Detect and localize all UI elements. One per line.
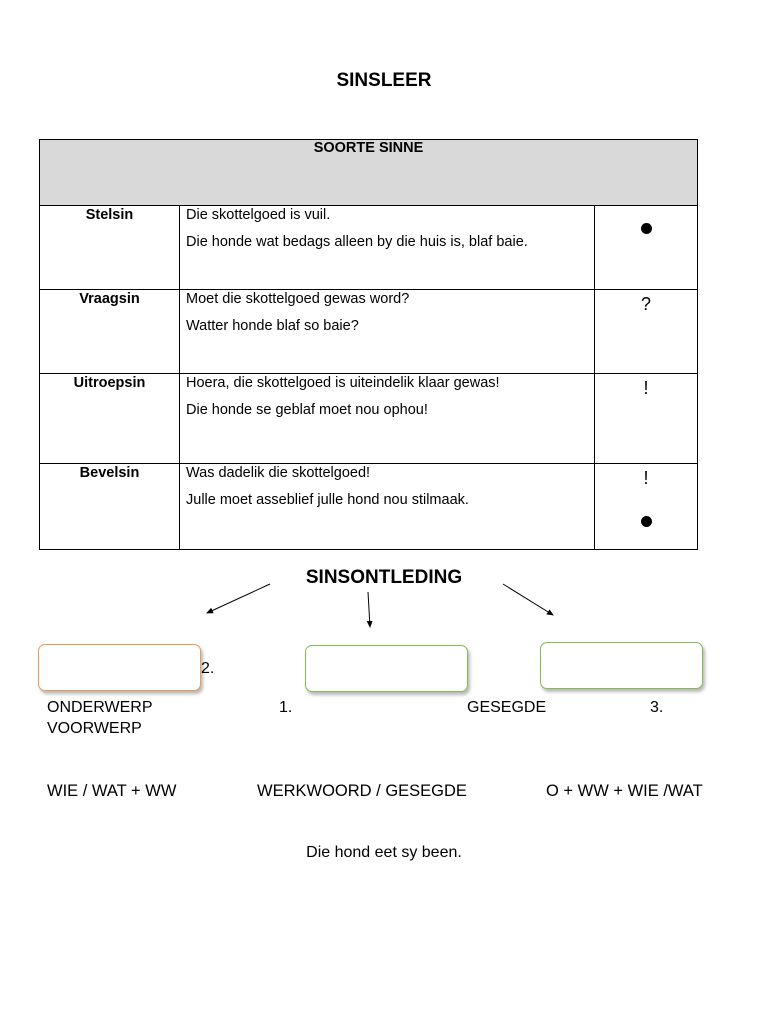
example-sentence: Die skottelgoed is vuil. xyxy=(186,207,331,223)
sentence-type: Uitroepsin xyxy=(40,374,180,464)
formula-left: WIE / WAT + WW xyxy=(47,782,177,800)
formula-right: O + WW + WIE /WAT xyxy=(546,782,703,800)
example-sentence: Was dadelik die skottelgoed! xyxy=(186,465,371,481)
punctuation-mark: ! xyxy=(643,468,649,488)
onderwerp-label: ONDERWERP xyxy=(47,699,153,716)
gesegde-box xyxy=(305,645,468,692)
onderwerp-box xyxy=(38,644,201,691)
voorwerp-label: VOORWERP xyxy=(47,720,142,737)
arrow-right xyxy=(503,584,553,615)
arrow-middle xyxy=(368,592,370,627)
punctuation-mark: ? xyxy=(640,294,651,314)
example-sentence: Die hond eet sy been. xyxy=(306,844,462,861)
example-sentence: Hoera, die skottelgoed is uiteindelik klaar gewas! xyxy=(186,375,500,391)
sentence-type: Vraagsin xyxy=(40,290,180,374)
table-heading: SOORTE SINNE xyxy=(40,140,698,206)
section-title: SINSONTLEDING xyxy=(305,567,463,588)
example-sentence: Julle moet asseblief julle hond nou stilmaak. xyxy=(186,492,469,508)
number-2: 2. xyxy=(201,660,215,677)
formula-middle: WERKWOORD / GESEGDE xyxy=(257,782,467,800)
example-sentence: Moet die skottelgoed gewas word? xyxy=(186,291,410,307)
example-sentence: Watter honde blaf so baie? xyxy=(186,318,359,334)
number-3: 3. xyxy=(650,699,664,716)
page-title: SINSLEER xyxy=(336,70,432,91)
arrow-left xyxy=(207,584,270,613)
gesegde-label: GESEGDE xyxy=(467,699,547,716)
example-sentence: Die honde wat bedags alleen by die huis is, blaf baie. xyxy=(186,234,528,250)
voorwerp-box xyxy=(540,642,703,689)
sentence-type: Stelsin xyxy=(40,206,180,290)
number-1: 1. xyxy=(279,699,293,716)
example-sentence: Die honde se geblaf moet nou ophou! xyxy=(186,402,428,418)
sentence-type: Bevelsin xyxy=(40,464,180,550)
punctuation-mark: ! xyxy=(643,378,649,398)
